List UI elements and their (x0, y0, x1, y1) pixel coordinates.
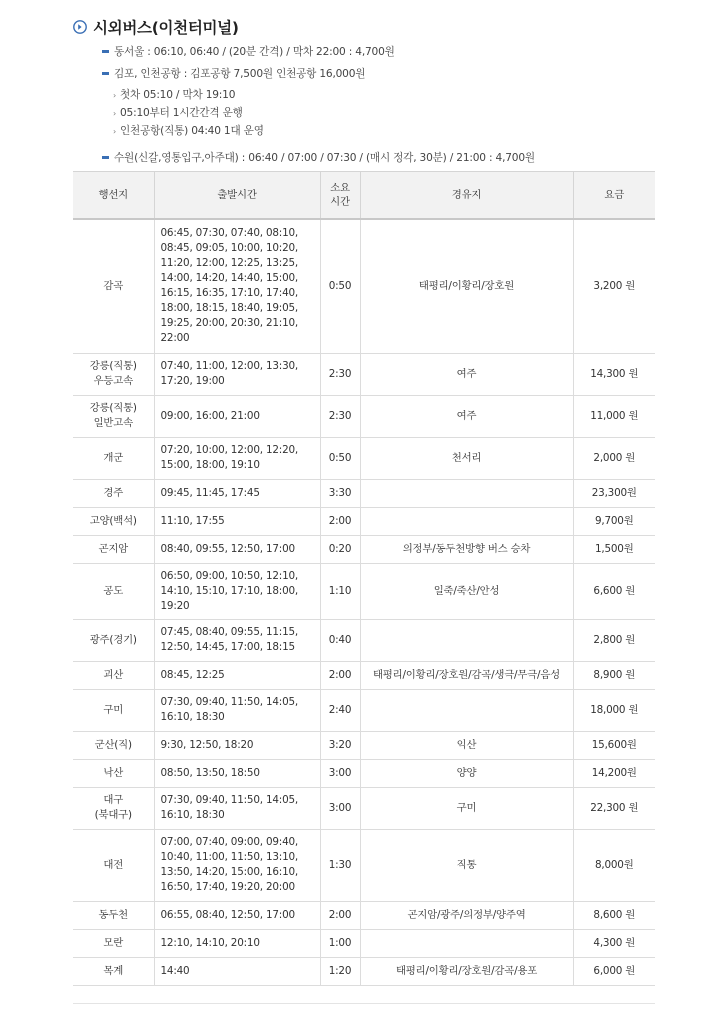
fare-cell: 22,300 원 (573, 787, 655, 829)
table-row (73, 901, 655, 929)
departure-times-cell: 08:40, 09:55, 12:50, 17:00 (154, 535, 320, 563)
table-row (73, 353, 655, 395)
duration-cell: 1:10 (320, 563, 360, 619)
fare-cell: 8,600 원 (573, 901, 655, 929)
duration-cell: 3:20 (320, 731, 360, 759)
destination-cell: 대구 (북대구) (73, 787, 154, 829)
departure-times-cell: 07:30, 09:40, 11:50, 14:05, 16:10, 18:30 (154, 787, 320, 829)
header-fare: 요금 (573, 172, 655, 220)
via-cell: 여주 (360, 353, 573, 395)
duration-cell: 3:00 (320, 759, 360, 787)
info-sub-first: › 첫차 05:10 / 막차 19:10 (113, 89, 236, 101)
via-cell: 태평리/이황리/장호원/감곡/생극/무극/음성 (360, 661, 573, 689)
fare-cell: 15,600원 (573, 731, 655, 759)
duration-cell: 2:00 (320, 507, 360, 535)
table-row (73, 437, 655, 479)
table-row (73, 731, 655, 759)
bottom-divider (73, 1003, 655, 1004)
info-sub-airport: › 인천공항(직통) 04:40 1대 운영 (113, 125, 264, 137)
fare-cell: 8,900 원 (573, 661, 655, 689)
duration-cell: 3:30 (320, 479, 360, 507)
departure-times-cell: 08:50, 13:50, 18:50 (154, 759, 320, 787)
departure-times-cell: 06:50, 09:00, 10:50, 12:10, 14:10, 15:10, 17:10, 18:00, 19:20 (154, 563, 320, 619)
fare-cell: 9,700원 (573, 507, 655, 535)
table-row (73, 759, 655, 787)
fare-cell: 6,600 원 (573, 563, 655, 619)
departure-times-cell: 12:10, 14:10, 20:10 (154, 929, 320, 957)
duration-cell: 2:00 (320, 661, 360, 689)
via-cell (360, 507, 573, 535)
departure-times-cell: 11:10, 17:55 (154, 507, 320, 535)
destination-cell: 군산(직) (73, 731, 154, 759)
header-departure: 출발시간 (154, 172, 320, 220)
table-row (73, 661, 655, 689)
via-cell: 일죽/죽산/안성 (360, 563, 573, 619)
table-header-row (73, 172, 655, 220)
table-row (73, 619, 655, 661)
via-cell (360, 689, 573, 731)
duration-cell: 2:30 (320, 353, 360, 395)
via-cell: 천서리 (360, 437, 573, 479)
duration-cell: 1:00 (320, 929, 360, 957)
destination-cell: 경주 (73, 479, 154, 507)
bullet-arrow-icon: › (113, 109, 116, 118)
fare-cell: 14,200원 (573, 759, 655, 787)
duration-cell: 0:50 (320, 219, 360, 353)
via-cell: 직통 (360, 829, 573, 901)
bullet-dash-icon (102, 72, 109, 75)
via-cell: 양양 (360, 759, 573, 787)
table-row (73, 957, 655, 985)
header-via: 경유지 (360, 172, 573, 220)
table-row (73, 395, 655, 437)
bus-schedule-table (73, 171, 655, 986)
fare-cell: 3,200 원 (573, 219, 655, 353)
duration-cell: 3:00 (320, 787, 360, 829)
via-cell: 곤지암/광주/의정부/양주역 (360, 901, 573, 929)
duration-cell: 0:40 (320, 619, 360, 661)
table-row (73, 219, 655, 353)
destination-cell: 감곡 (73, 219, 154, 353)
bullet-arrow-icon: › (113, 127, 116, 136)
duration-cell: 2:00 (320, 901, 360, 929)
via-cell: 태평리/이황리/장호원/감곡/용포 (360, 957, 573, 985)
table-row (73, 535, 655, 563)
duration-cell: 2:30 (320, 395, 360, 437)
bullet-arrow-icon: › (113, 91, 116, 100)
via-cell (360, 479, 573, 507)
fare-cell: 14,300 원 (573, 353, 655, 395)
table-row (73, 563, 655, 619)
via-cell: 태평리/이황리/장호원 (360, 219, 573, 353)
destination-cell: 괴산 (73, 661, 154, 689)
destination-cell: 목계 (73, 957, 154, 985)
duration-cell: 0:50 (320, 437, 360, 479)
destination-cell: 강릉(직통) 우등고속 (73, 353, 154, 395)
fare-cell: 8,000원 (573, 829, 655, 901)
header-destination: 행선지 (73, 172, 154, 220)
destination-cell: 고양(백석) (73, 507, 154, 535)
table-row (73, 787, 655, 829)
table-row (73, 929, 655, 957)
fare-cell: 11,000 원 (573, 395, 655, 437)
info-dongseoul: 동서울 : 06:10, 06:40 / (20분 간격) / 막차 22:00 : 4,700원 (102, 44, 395, 59)
departure-times-cell: 9:30, 12:50, 18:20 (154, 731, 320, 759)
destination-cell: 구미 (73, 689, 154, 731)
fare-cell: 2,800 원 (573, 619, 655, 661)
destination-cell: 공도 (73, 563, 154, 619)
duration-cell: 1:30 (320, 829, 360, 901)
via-cell (360, 619, 573, 661)
section-title (73, 16, 239, 38)
duration-cell: 0:20 (320, 535, 360, 563)
departure-times-cell: 07:45, 08:40, 09:55, 11:15, 12:50, 14:45, 17:00, 18:15 (154, 619, 320, 661)
fare-cell: 18,000 원 (573, 689, 655, 731)
departure-times-cell: 07:30, 09:40, 11:50, 14:05, 16:10, 18:30 (154, 689, 320, 731)
destination-cell: 모란 (73, 929, 154, 957)
arrow-circle-icon (73, 20, 87, 34)
via-cell: 구미 (360, 787, 573, 829)
page-title: 시외버스(이천터미널) (93, 19, 239, 37)
duration-cell: 2:40 (320, 689, 360, 731)
departure-times-cell: 07:00, 07:40, 09:00, 09:40, 10:40, 11:00, 11:50, 13:10, 13:50, 14:20, 15:00, 16:10, 16:50, 17:40, 19:20, 20:00 (154, 829, 320, 901)
destination-cell: 광주(경기) (73, 619, 154, 661)
via-cell: 의정부/동두천방향 버스 승차 (360, 535, 573, 563)
departure-times-cell: 07:40, 11:00, 12:00, 13:30, 17:20, 19:00 (154, 353, 320, 395)
fare-cell: 6,000 원 (573, 957, 655, 985)
departure-times-cell: 09:00, 16:00, 21:00 (154, 395, 320, 437)
via-cell: 익산 (360, 731, 573, 759)
bullet-dash-icon (102, 156, 109, 159)
table-row (73, 689, 655, 731)
destination-cell: 동두천 (73, 901, 154, 929)
destination-cell: 대전 (73, 829, 154, 901)
fare-cell: 23,300원 (573, 479, 655, 507)
destination-cell: 개군 (73, 437, 154, 479)
info-gimpo: 김포, 인천공항 : 김포공항 7,500원 인천공항 16,000원 (102, 66, 365, 81)
fare-cell: 1,500원 (573, 535, 655, 563)
departure-times-cell: 07:20, 10:00, 12:00, 12:20, 15:00, 18:00, 19:10 (154, 437, 320, 479)
info-suwon: 수원(신갈,영통입구,아주대) : 06:40 / 07:00 / 07:30 / (매시 정각, 30분) / 21:00 : 4,700원 (102, 150, 535, 165)
fare-cell: 4,300 원 (573, 929, 655, 957)
departure-times-cell: 06:45, 07:30, 07:40, 08:10, 08:45, 09:05, 10:00, 10:20, 11:20, 12:00, 12:25, 13:25, 14:00, 14:20, 14:40, 15:00, 16:15, 16:35, 17:10, 17:40, 18:00, 18:15, 18:40, 19:05, 19:25, 20:00, 20:30, 21:10, 22:00 (154, 219, 320, 353)
via-cell (360, 929, 573, 957)
departure-times-cell: 14:40 (154, 957, 320, 985)
table-row (73, 479, 655, 507)
destination-cell: 강릉(직통) 일반고속 (73, 395, 154, 437)
table-row (73, 829, 655, 901)
info-sub-interval: › 05:10부터 1시간간격 운행 (113, 107, 243, 119)
fare-cell: 2,000 원 (573, 437, 655, 479)
table-row (73, 507, 655, 535)
bullet-dash-icon (102, 50, 109, 53)
header-duration: 소요 시간 (320, 172, 360, 220)
departure-times-cell: 08:45, 12:25 (154, 661, 320, 689)
destination-cell: 곤지암 (73, 535, 154, 563)
duration-cell: 1:20 (320, 957, 360, 985)
departure-times-cell: 09:45, 11:45, 17:45 (154, 479, 320, 507)
destination-cell: 낙산 (73, 759, 154, 787)
via-cell: 여주 (360, 395, 573, 437)
departure-times-cell: 06:55, 08:40, 12:50, 17:00 (154, 901, 320, 929)
